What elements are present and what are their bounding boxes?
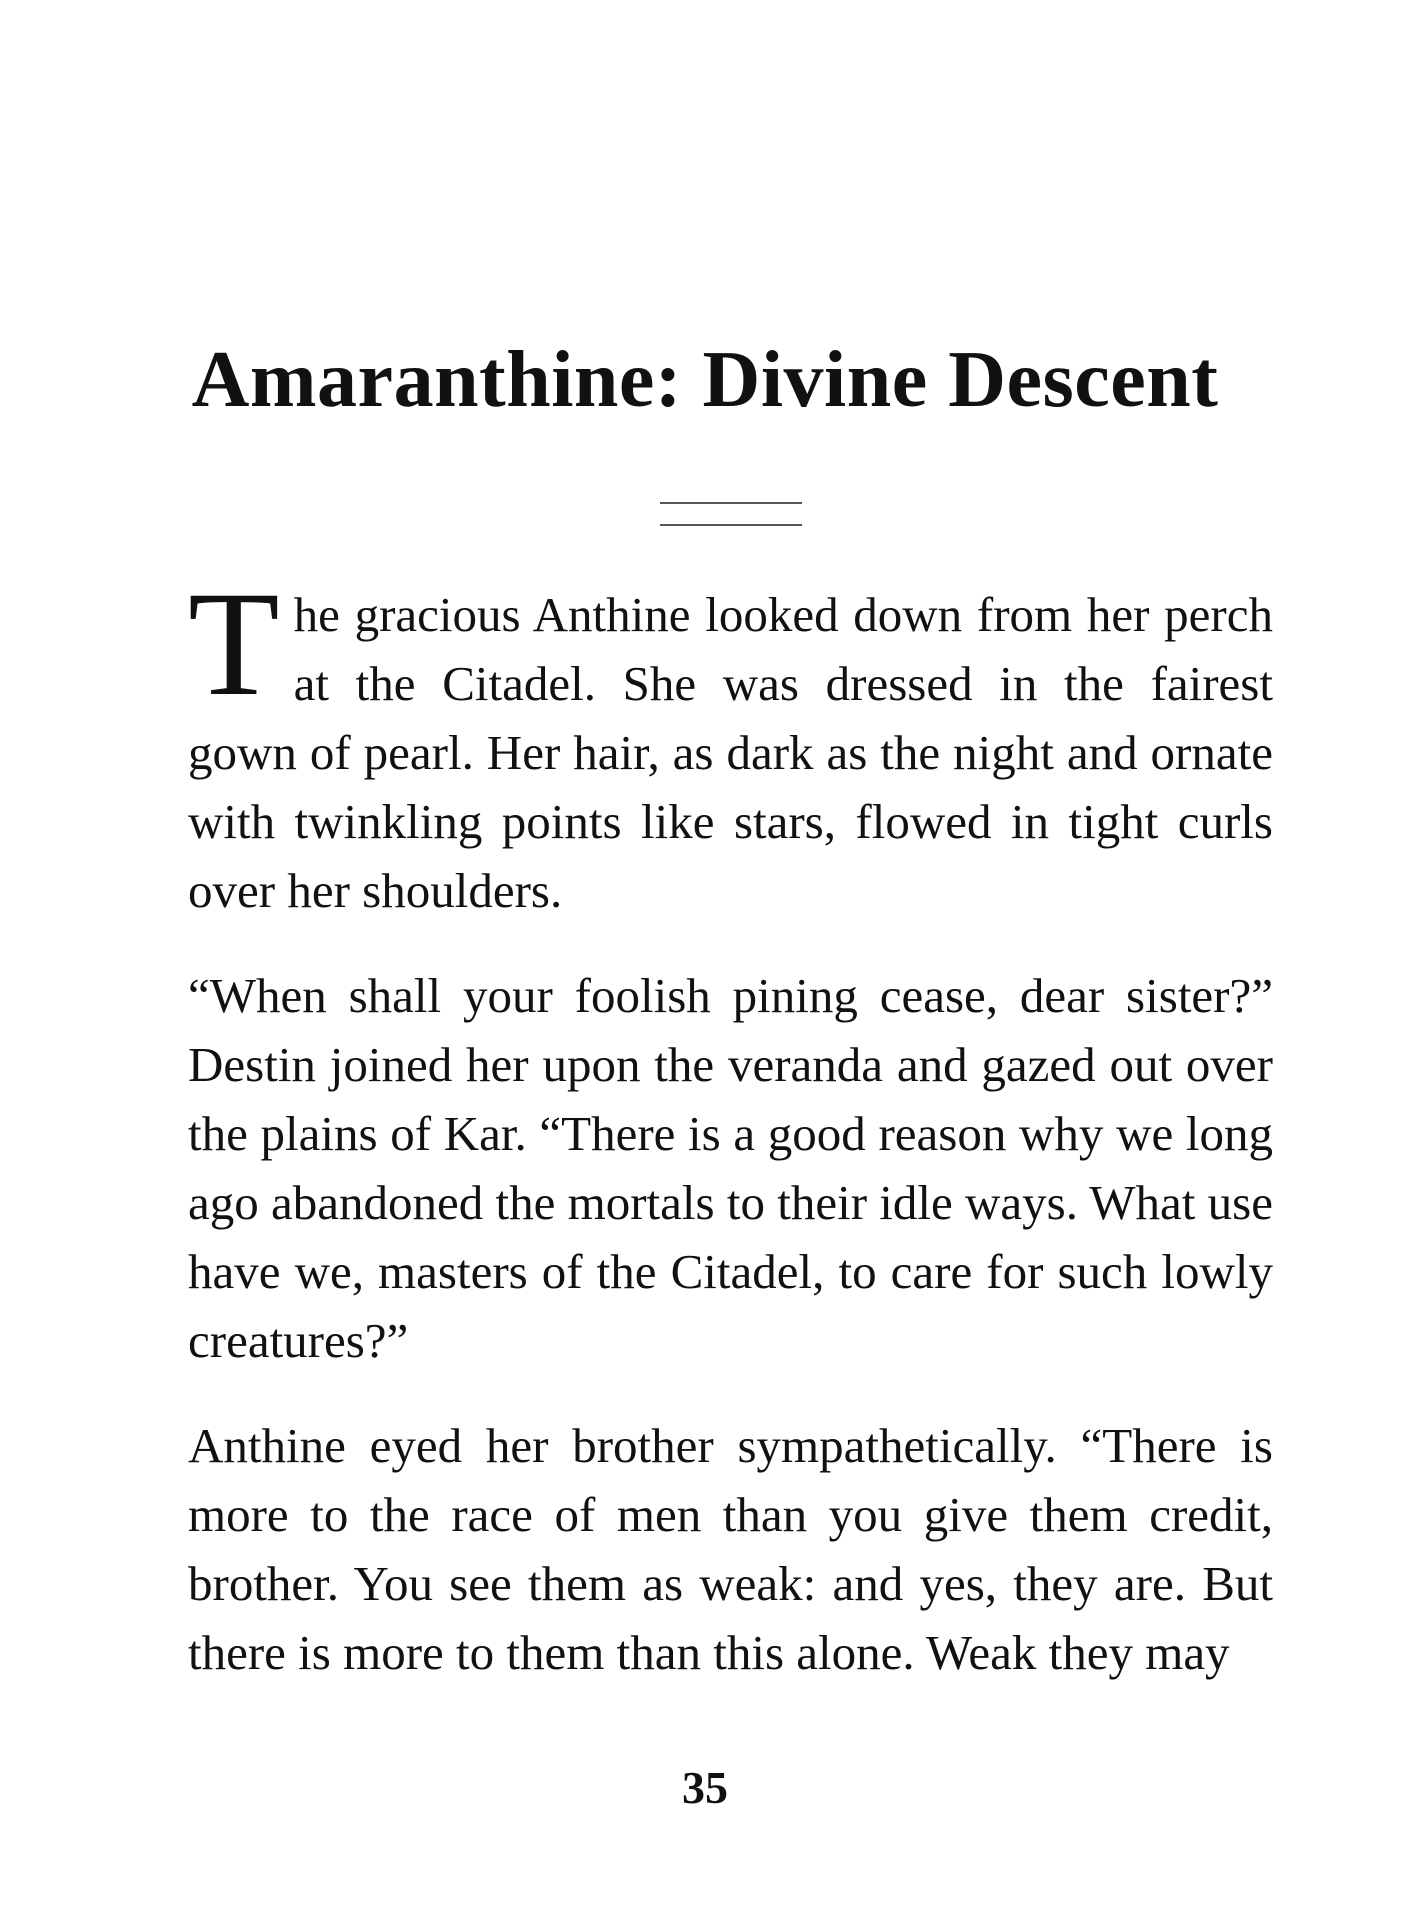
title-divider-ornament xyxy=(660,502,802,530)
drop-cap: T xyxy=(188,561,280,727)
page-number: 35 xyxy=(682,1762,728,1813)
chapter-title: Amaranthine: Divine Descent xyxy=(191,336,1219,424)
divider-rule-bottom xyxy=(660,524,802,526)
paragraph-1-text: he gracious Anthine looked down from her perch at the Citadel. She was dressed in the fairest gown of pearl. Her hair, as dark as the night and ornate with twinkling points like stars, flowed in tight curls over her shoulders. xyxy=(188,587,1273,918)
paragraph-3: Anthine eyed her brother sympathetically. “There is more to the race of men than you give them credit, brother. You see them as weak: and yes, they are. But there is more to them than this alone. Weak they may xyxy=(188,1418,1273,1680)
paragraph-1 xyxy=(188,561,1273,925)
divider-rule-top xyxy=(660,502,802,504)
paragraph-2: “When shall your foolish pining cease, dear sister?” Destin joined her upon the veranda and gazed out over the plains of Kar. “There is a good reason why we long ago abandoned the mortals to their idle ways. What use have we, masters of the Citadel, to care for such lowly creatures?” xyxy=(188,968,1273,1368)
chapter-body xyxy=(188,561,1273,1723)
